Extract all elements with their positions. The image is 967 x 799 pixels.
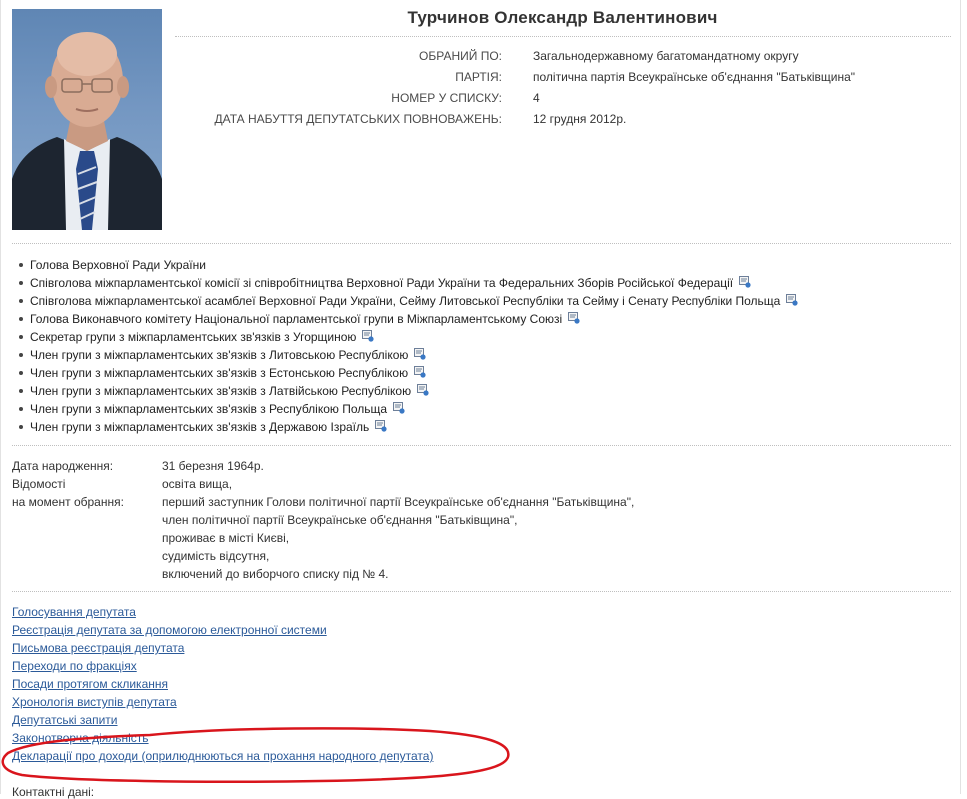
post-text: Член групи з міжпарламентських зв'язків з Республікою Польща bbox=[30, 402, 388, 416]
list-number-value: 4 bbox=[533, 91, 540, 105]
document-info-icon[interactable] bbox=[414, 348, 426, 364]
post-text: Співголова міжпарламентської асамблеї Верховної Ради України, Сейму Литовської Республіки та Сейму і Сенату Республіки Польща bbox=[30, 294, 781, 308]
list-item bbox=[17, 365, 798, 383]
elected-by-label: ОБРАНИЙ ПО: bbox=[419, 49, 502, 63]
link-electronic-registration[interactable]: Реєстрація депутата за допомогою електронної системи bbox=[12, 623, 327, 637]
bullet-icon bbox=[19, 317, 23, 321]
list-number-label: НОМЕР У СПИСКУ: bbox=[391, 91, 502, 105]
about-line: судимість відсутня, bbox=[162, 549, 270, 563]
bullet-icon bbox=[19, 389, 23, 393]
about-line: перший заступник Голови політичної партії Всеукраїнське об'єднання "Батьківщина", bbox=[162, 495, 635, 509]
about-line: освіта вища, bbox=[162, 477, 233, 491]
document-info-icon[interactable] bbox=[568, 312, 580, 328]
deputy-links bbox=[12, 604, 433, 766]
link-voting[interactable]: Голосування депутата bbox=[12, 605, 136, 619]
list-item bbox=[17, 257, 798, 275]
page-border-left bbox=[0, 0, 1, 794]
list-item bbox=[17, 329, 798, 347]
about-line: включений до виборчого списку під № 4. bbox=[162, 567, 389, 581]
list-item bbox=[17, 419, 798, 437]
link-deputy-requests[interactable]: Депутатські запити bbox=[12, 713, 118, 727]
elected-by-value: Загальнодержавному багатомандатному округу bbox=[533, 49, 799, 63]
list-item bbox=[17, 401, 798, 419]
post-text: Член групи з міжпарламентських зв'язків з Литовською Республікою bbox=[30, 348, 409, 362]
bullet-icon bbox=[19, 353, 23, 357]
list-item bbox=[17, 347, 798, 365]
post-text: Голова Верховної Ради України bbox=[30, 258, 206, 272]
about-label-continued: на момент обрання: bbox=[12, 495, 124, 509]
link-positions[interactable]: Посади протягом скликання bbox=[12, 677, 168, 691]
bullet-icon bbox=[19, 263, 23, 267]
document-info-icon[interactable] bbox=[414, 366, 426, 382]
list-item bbox=[17, 311, 798, 329]
birth-date-value: 31 березня 1964р. bbox=[162, 459, 264, 473]
document-info-icon[interactable] bbox=[362, 330, 374, 346]
bullet-icon bbox=[19, 335, 23, 339]
birth-date-label: Дата народження: bbox=[12, 459, 114, 473]
deputy-photo bbox=[12, 9, 162, 230]
about-line: проживає в місті Києві, bbox=[162, 531, 290, 545]
link-faction-transfers[interactable]: Переходи по фракціях bbox=[12, 659, 137, 673]
page-border-right bbox=[960, 0, 961, 794]
section-divider-bio bbox=[12, 445, 951, 446]
post-text: Секретар групи з міжпарламентських зв'язків з Угорщиною bbox=[30, 330, 357, 344]
link-legislative-activity[interactable]: Законотворча діяльність bbox=[12, 731, 149, 745]
link-speeches-chronology[interactable]: Хронологія виступів депутата bbox=[12, 695, 177, 709]
about-line: член політичної партії Всеукраїнське об'єднання "Батьківщина", bbox=[162, 513, 518, 527]
post-text: Співголова міжпарламентської комісії зі співробітництва Верховної Ради України та Федеральних Зборів Російської Федерації bbox=[30, 276, 734, 290]
document-info-icon[interactable] bbox=[739, 276, 751, 292]
about-label: Відомості bbox=[12, 477, 66, 491]
deputy-name: Турчинов Олександр Валентинович bbox=[407, 8, 718, 27]
post-text: Голова Виконавчого комітету Національної парламентської групи в Міжпарламентському Союзі bbox=[30, 312, 563, 326]
bullet-icon bbox=[19, 281, 23, 285]
portrait-illustration bbox=[12, 9, 162, 230]
post-text: Член групи з міжпарламентських зв'язків з Державою Ізраїль bbox=[30, 420, 370, 434]
document-info-icon[interactable] bbox=[393, 402, 405, 418]
posts-list bbox=[17, 257, 798, 437]
bullet-icon bbox=[19, 407, 23, 411]
document-info-icon[interactable] bbox=[417, 384, 429, 400]
list-item bbox=[17, 293, 798, 311]
document-info-icon[interactable] bbox=[375, 420, 387, 436]
link-written-registration[interactable]: Письмова реєстрація депутата bbox=[12, 641, 185, 655]
list-item bbox=[17, 275, 798, 293]
mandate-date-label: ДАТА НАБУТТЯ ДЕПУТАТСЬКИХ ПОВНОВАЖЕНЬ: bbox=[214, 112, 502, 126]
name-divider bbox=[175, 36, 951, 37]
party-value: політична партія Всеукраїнське об'єднання "Батьківщина" bbox=[533, 70, 856, 84]
post-text: Член групи з міжпарламентських зв'язків з Естонською Республікою bbox=[30, 366, 409, 380]
bullet-icon bbox=[19, 425, 23, 429]
section-divider-links bbox=[12, 591, 951, 592]
post-text: Член групи з міжпарламентських зв'язків з Латвійською Республікою bbox=[30, 384, 412, 398]
section-divider-posts bbox=[12, 243, 951, 244]
contacts-label: Контактні дані: bbox=[12, 785, 95, 799]
mandate-date-value: 12 грудня 2012р. bbox=[533, 112, 627, 126]
document-info-icon[interactable] bbox=[786, 294, 798, 310]
party-label: ПАРТІЯ: bbox=[455, 70, 502, 84]
bullet-icon bbox=[19, 371, 23, 375]
bullet-icon bbox=[19, 299, 23, 303]
list-item bbox=[17, 383, 798, 401]
link-income-declarations[interactable]: Декларації про доходи (оприлюднюються на прохання народного депутата) bbox=[12, 749, 434, 763]
